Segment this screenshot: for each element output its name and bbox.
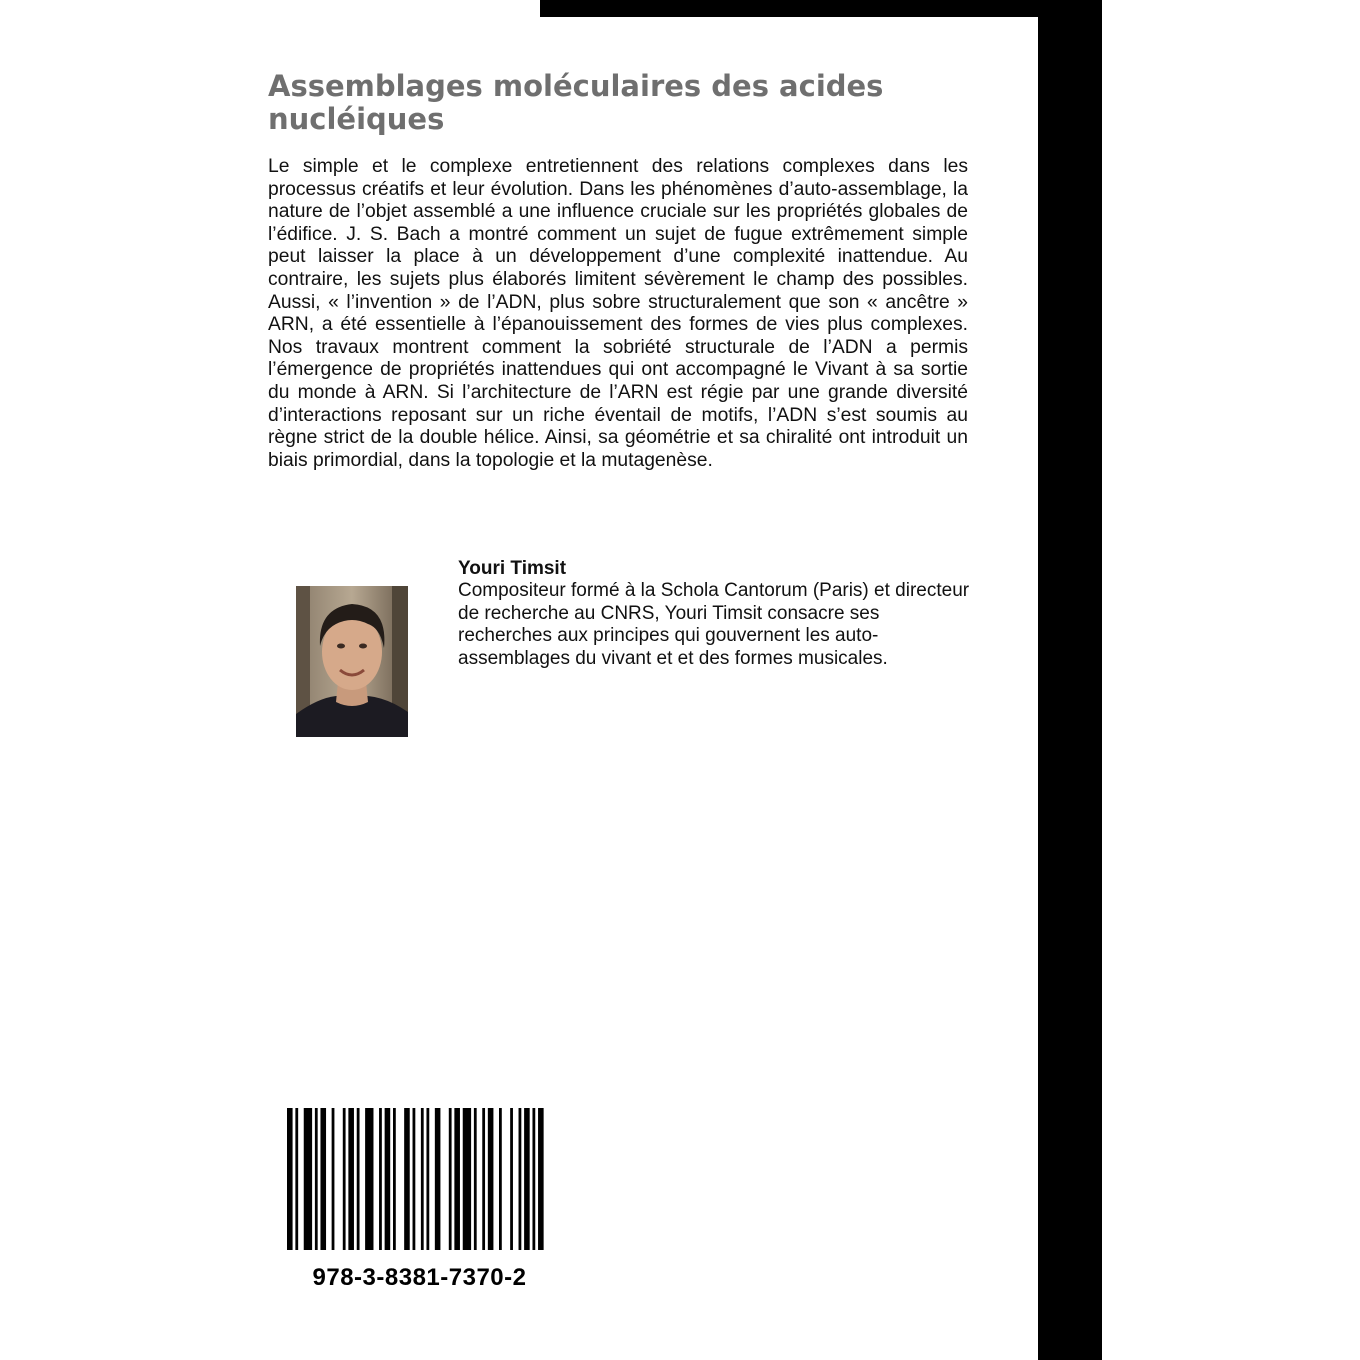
barcode-bar: [348, 1108, 354, 1250]
barcode-bar: [343, 1108, 346, 1250]
barcode-bar: [295, 1108, 298, 1250]
barcode-bar: [365, 1108, 373, 1250]
book-blurb: Le simple et le complexe entretiennent des relations complexes dans les processus créatifs et leur évolution. Dans les phénomènes d’auto-assemblage, la nature de l’objet assemblé a une influence cruciale sur les propriétés globales de l’édifice. J. S. Bach a montré comment un sujet de fugue extrêmement simple peut laisser la place à un développement d’une complexité inattendue. Au contraire, les sujets plus élaborés limitent sévèrement le champ des possibles. Aussi, « l’invention » de l’ADN, plus sobre structuralement que son « ancêtre » ARN, a été essentielle à l’épanouissement des formes de vies plus complexes. Nos travaux montrent comment la sobriété structurale de l’ADN a permis l’émergence de propriétés inattendues qui ont accompagné le Vivant à sa sortie du monde à ARN. Si l’architecture de l’ARN est régie par une grande diversité d’interactions reposant sur un riche éventail de motifs, l’ADN s’est soumis au règne strict de la double hélice. Ainsi, sa géométrie et sa chiralité ont introduit un biais primordial, dans la topologie et la mutagenèse.: [268, 156, 968, 471]
barcode-bar: [421, 1108, 424, 1250]
barcode-bar: [510, 1108, 513, 1250]
barcode-bar: [385, 1108, 391, 1250]
isbn-number: 978-3-8381-7370-2: [312, 1264, 527, 1291]
barcode-bar: [532, 1108, 535, 1250]
barcode-bar: [320, 1108, 326, 1250]
author-photo: [296, 586, 408, 737]
author-name: Youri Timsit: [458, 558, 567, 579]
barcode-bar: [304, 1108, 312, 1250]
author-bio-block: [458, 557, 978, 670]
barcode-bar: [454, 1108, 460, 1250]
barcode-bar: [524, 1108, 530, 1250]
barcode-bar: [315, 1108, 318, 1250]
barcode-bar: [287, 1108, 293, 1250]
barcode-bar: [379, 1108, 382, 1250]
author-bio: Compositeur formé à la Schola Cantorum (Paris) et directeur de recherche au CNRS, Youri Timsit consacre ses recherches aux principes qui gouvernent les auto-assemblages du vivant et et des formes musicales.: [458, 580, 970, 669]
barcode-bar: [474, 1108, 477, 1250]
top-black-bar: [540, 0, 1102, 17]
barcode-bar: [538, 1108, 544, 1250]
barcode-bar: [413, 1108, 416, 1250]
barcode: [287, 1108, 552, 1250]
back-cover-text: [268, 70, 968, 472]
barcode-bar: [519, 1108, 522, 1250]
barcode-bar: [499, 1108, 502, 1250]
spine-black-bar: [1038, 0, 1102, 1360]
barcode-bar: [488, 1108, 494, 1250]
book-title: Assemblages moléculaires des acides nucléiques: [268, 69, 884, 136]
barcode-bar: [404, 1108, 410, 1250]
barcode-bar: [426, 1108, 429, 1250]
barcode-bar: [463, 1108, 471, 1250]
barcode-bar: [332, 1108, 335, 1250]
barcode-bar: [393, 1108, 396, 1250]
barcode-bar: [435, 1108, 441, 1250]
barcode-bar: [357, 1108, 360, 1250]
barcode-bar: [449, 1108, 452, 1250]
barcode-bar: [482, 1108, 485, 1250]
